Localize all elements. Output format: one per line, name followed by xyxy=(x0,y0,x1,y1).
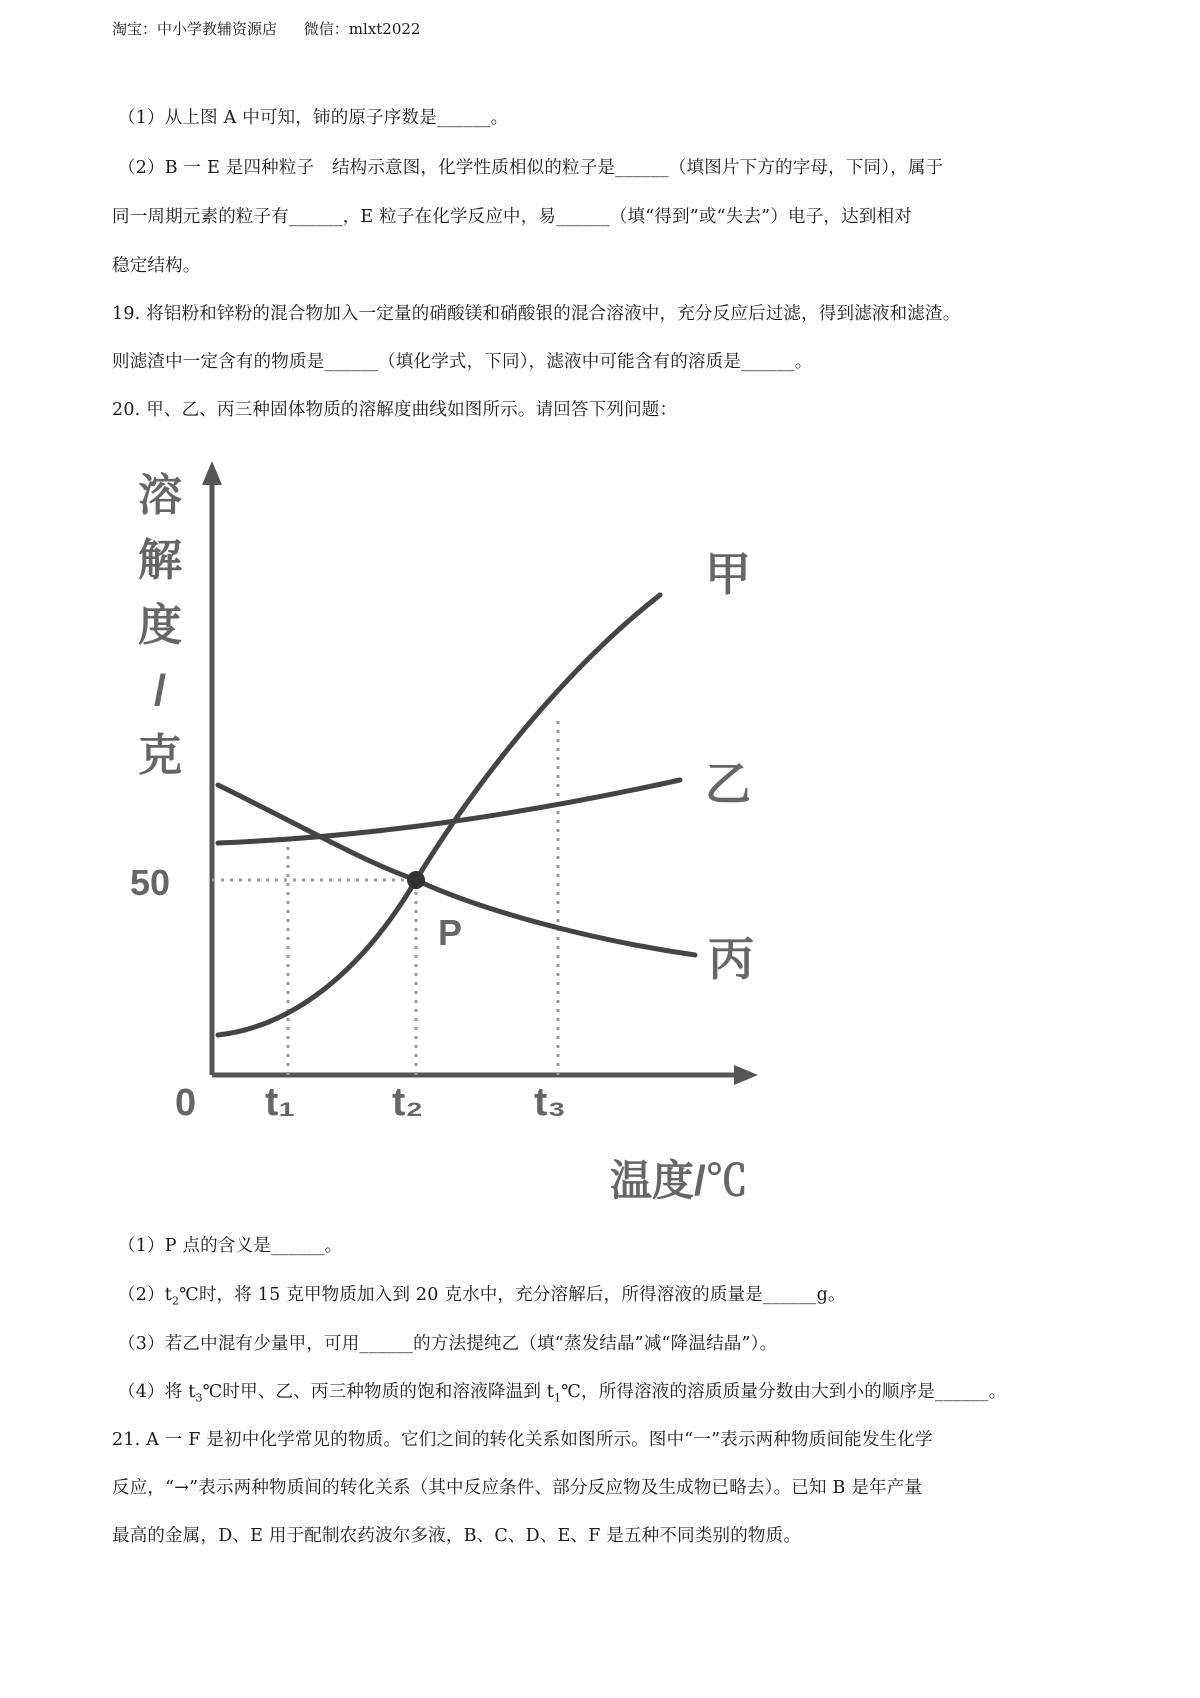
q19-line2: 则滤渣中一定含有的物质是______（填化学式，下同），滤液中可能含有的溶质是______。 xyxy=(112,352,813,372)
header-shop: 淘宝：中小学教辅资源店 xyxy=(112,20,278,38)
y-axis-arrow xyxy=(202,461,222,485)
q20-part3: （3）若乙中混有少量甲，可用______的方法提纯乙（填“蒸发结晶”减“降温结晶”）。 xyxy=(118,1334,778,1354)
q19-line1: 19. 将铝粉和锌粉的混合物加入一定量的硝酸镁和硝酸银的混合溶液中，充分反应后过滤，得到滤液和滤渣。 xyxy=(112,304,961,324)
q18-part1: （1）从上图 A 中可知，铈的原子序数是______。 xyxy=(118,108,509,128)
point-p-label: P xyxy=(438,912,463,953)
q20-part2 xyxy=(118,1281,846,1308)
q20-part4-c: ℃，所得溶液的溶质质量分数由大到小的顺序是______。 xyxy=(561,1382,1007,1402)
q18-part2-line1: （2）B 一 E 是四种粒子 结构示意图，化学性质相似的粒子是______（填图片下方的字母，下同），属于 xyxy=(118,158,944,178)
y-label-char-2: 解 xyxy=(138,536,182,585)
q20-intro: 20. 甲、乙、丙三种固体物质的溶解度曲线如图所示。请回答下列问题： xyxy=(112,400,678,420)
y-tick-50: 50 xyxy=(130,862,171,903)
series-label-jia: 甲 xyxy=(705,548,751,600)
origin-label: 0 xyxy=(175,1082,197,1124)
q20-part4-b: ℃时甲、乙、丙三种物质的饱和溶液降温到 t xyxy=(202,1382,555,1402)
q20-part2-sub: 2 xyxy=(171,1294,180,1308)
q20-part2-a: （2）t xyxy=(118,1285,172,1305)
q20-part4 xyxy=(118,1378,1006,1405)
x-tick-t2: t₂ xyxy=(392,1080,424,1124)
x-tick-t3: t₃ xyxy=(534,1080,566,1124)
q18-part2-line3: 稳定结构。 xyxy=(112,256,201,276)
y-label-char-5: 克 xyxy=(138,731,182,780)
page-header xyxy=(112,18,442,39)
x-tick-t1: t₁ xyxy=(265,1080,295,1124)
q21-line3: 最高的金属，D、E 用于配制农药波尔多液，B、C、D、E、F 是五种不同类别的物质。 xyxy=(112,1526,802,1546)
q20-part1: （1）P 点的含义是______。 xyxy=(118,1236,343,1256)
y-label-char-4: / xyxy=(153,666,167,715)
series-label-bing: 丙 xyxy=(708,933,754,985)
y-label-char-3: 度 xyxy=(138,601,182,650)
q20-part4-sub2: 1 xyxy=(554,1391,562,1405)
q20-part4-a: （4）将 t xyxy=(118,1382,196,1402)
curve-yi xyxy=(218,780,680,843)
y-label-char-1: 溶 xyxy=(138,471,182,520)
series-label-yi: 乙 xyxy=(705,758,751,810)
x-axis-arrow xyxy=(734,1065,758,1085)
header-wechat: 微信：mlxt2022 xyxy=(303,20,421,38)
curve-jia xyxy=(218,595,660,1035)
x-axis-label: 温度/℃ xyxy=(610,1157,748,1204)
q20-part2-b: ℃时，将 15 克甲物质加入到 20 克水中，充分溶解后，所得溶液的质量是______g。 xyxy=(179,1285,846,1305)
q18-part2-line2: 同一周期元素的粒子有______，E 粒子在化学反应中，易______（填“得到”或“失去”）电子，达到相对 xyxy=(112,207,912,227)
q20-part4-sub1: 3 xyxy=(195,1391,203,1405)
q21-line2: 反应，“→”表示两种物质间的转化关系（其中反应条件、部分反应物及生成物已略去）。已知 B 是年产量 xyxy=(112,1478,923,1498)
point-p xyxy=(407,871,425,889)
solubility-chart xyxy=(120,455,900,1225)
q21-line1: 21. A 一 F 是初中化学常见的物质。它们之间的转化关系如图所示。图中“一”表示两种物质间能发生化学 xyxy=(112,1430,933,1450)
